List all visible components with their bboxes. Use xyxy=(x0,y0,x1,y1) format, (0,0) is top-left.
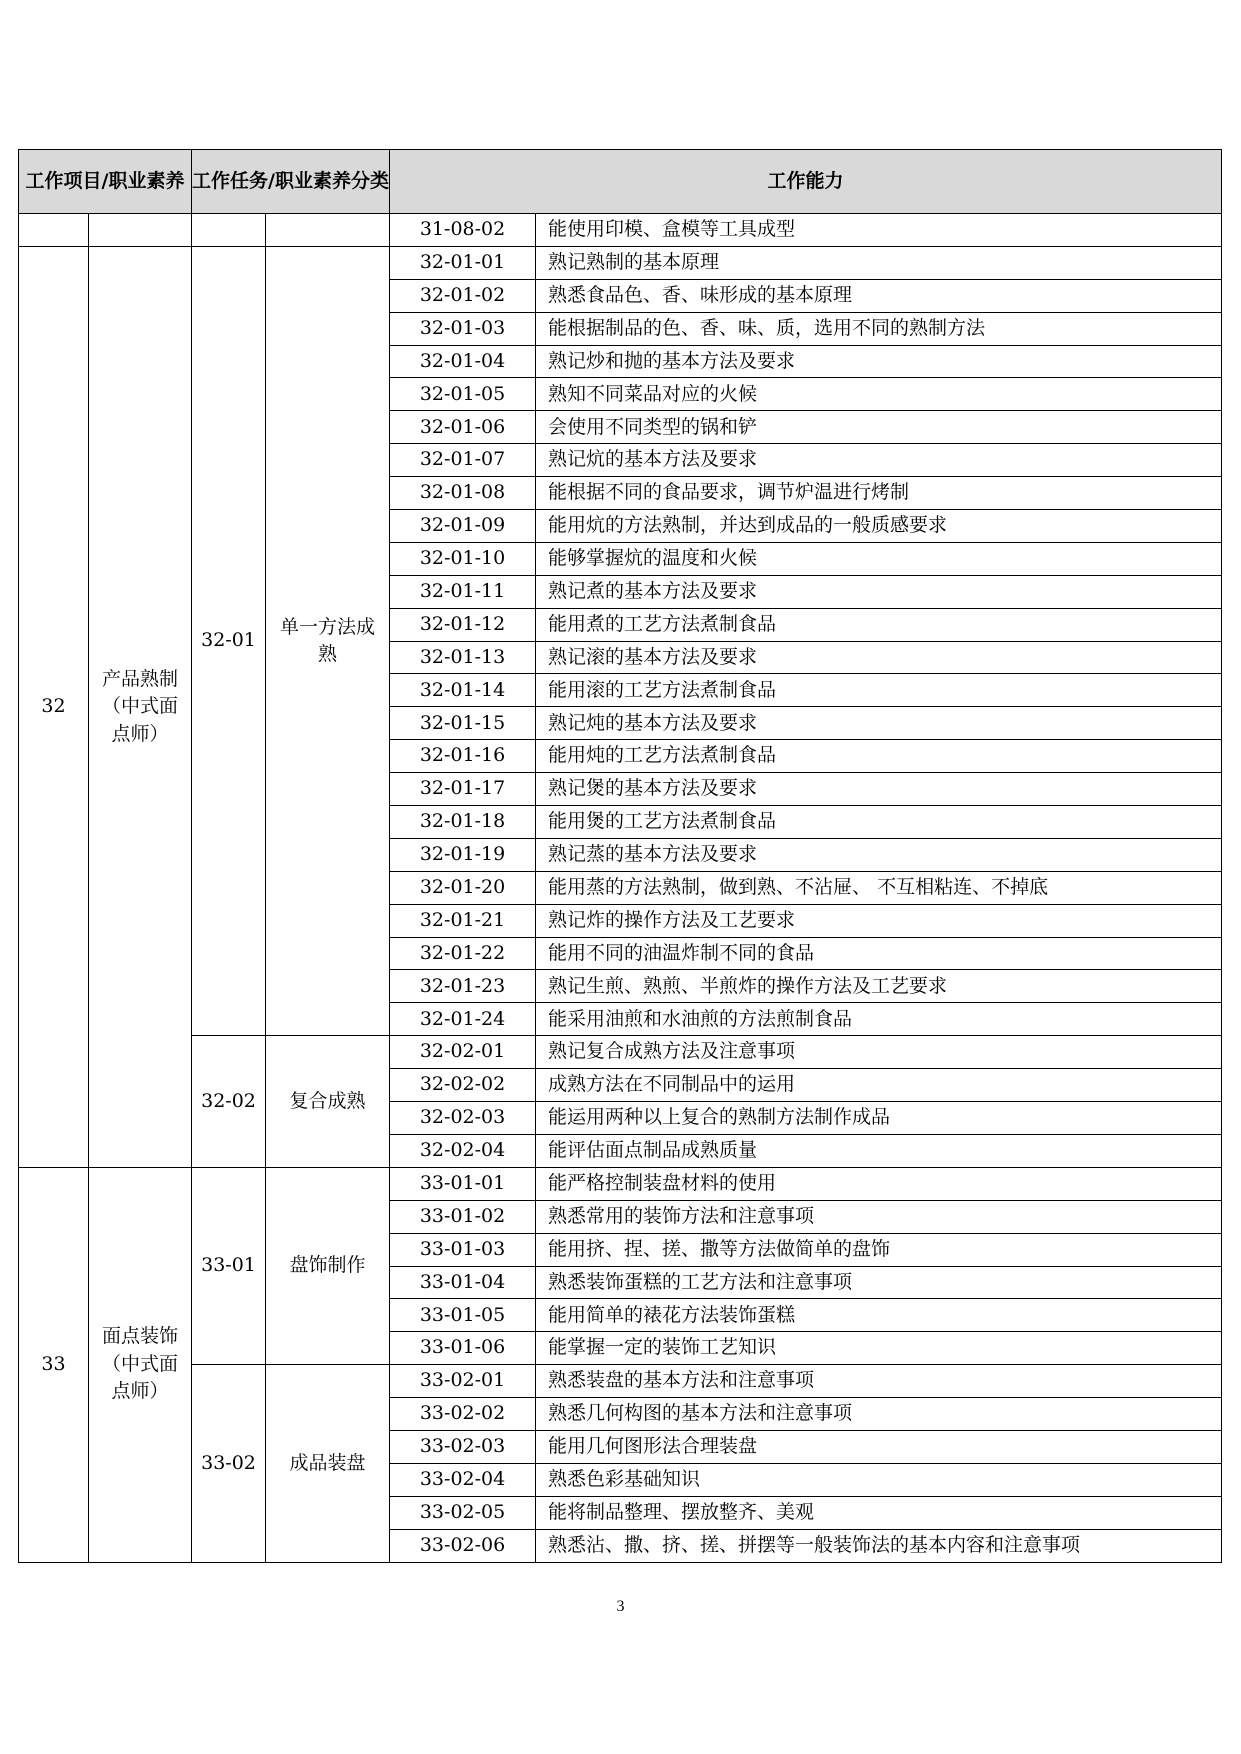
ability-code: 32-01-21 xyxy=(390,904,536,937)
ability-desc: 熟记蒸的基本方法及要求 xyxy=(536,838,1222,871)
ability-code: 33-01-03 xyxy=(390,1233,536,1266)
header-project: 工作项目/职业素养 xyxy=(19,150,192,214)
task-id: 33-02 xyxy=(192,1365,266,1562)
table-row xyxy=(19,214,1222,247)
ability-code: 33-02-02 xyxy=(390,1398,536,1431)
ability-desc: 能用炖的工艺方法煮制食品 xyxy=(536,740,1222,773)
task-name: 成品装盘 xyxy=(266,1365,390,1562)
ability-code: 32-01-08 xyxy=(390,477,536,510)
ability-desc: 熟悉装饰蛋糕的工艺方法和注意事项 xyxy=(536,1266,1222,1299)
ability-desc: 能用炕的方法熟制，并达到成品的一般质感要求 xyxy=(536,510,1222,543)
ability-code: 32-01-03 xyxy=(390,312,536,345)
ability-code: 32-01-22 xyxy=(390,937,536,970)
ability-code: 32-01-15 xyxy=(390,707,536,740)
table-row xyxy=(19,246,1222,279)
ability-code: 32-02-04 xyxy=(390,1134,536,1167)
carry-project-id xyxy=(19,214,89,247)
ability-desc: 能用煮的工艺方法煮制食品 xyxy=(536,608,1222,641)
ability-code: 33-01-02 xyxy=(390,1200,536,1233)
ability-desc: 能用煲的工艺方法煮制食品 xyxy=(536,806,1222,839)
task-id: 32-01 xyxy=(192,246,266,1035)
table-body xyxy=(19,214,1222,1563)
ability-code: 32-02-02 xyxy=(390,1069,536,1102)
ability-code: 32-01-04 xyxy=(390,345,536,378)
ability-code: 32-01-11 xyxy=(390,575,536,608)
header-task: 工作任务/职业素养分类 xyxy=(192,150,390,214)
header-ability: 工作能力 xyxy=(390,150,1222,214)
ability-code: 33-02-05 xyxy=(390,1496,536,1529)
task-id: 33-01 xyxy=(192,1167,266,1364)
ability-code: 32-01-07 xyxy=(390,444,536,477)
ability-desc: 熟记炖的基本方法及要求 xyxy=(536,707,1222,740)
ability-desc: 能根据制品的色、香、味、质，选用不同的熟制方法 xyxy=(536,312,1222,345)
ability-desc: 会使用不同类型的锅和铲 xyxy=(536,411,1222,444)
ability-code: 33-02-03 xyxy=(390,1430,536,1463)
carry-task-name xyxy=(266,214,390,247)
header-row xyxy=(19,150,1222,214)
ability-code: 32-02-01 xyxy=(390,1036,536,1069)
ability-desc: 熟悉常用的装饰方法和注意事项 xyxy=(536,1200,1222,1233)
carry-task-id xyxy=(192,214,266,247)
ability-desc: 熟知不同菜品对应的火候 xyxy=(536,378,1222,411)
ability-desc: 熟记煲的基本方法及要求 xyxy=(536,773,1222,806)
ability-desc: 能用挤、捏、搓、撒等方法做简单的盘饰 xyxy=(536,1233,1222,1266)
ability-desc: 熟悉色彩基础知识 xyxy=(536,1463,1222,1496)
task-id: 32-02 xyxy=(192,1036,266,1168)
ability-code: 32-01-02 xyxy=(390,279,536,312)
ability-desc: 熟记滚的基本方法及要求 xyxy=(536,641,1222,674)
ability-desc: 熟记生煎、熟煎、半煎炸的操作方法及工艺要求 xyxy=(536,970,1222,1003)
project-id: 32 xyxy=(19,246,89,1167)
ability-desc: 能评估面点制品成熟质量 xyxy=(536,1134,1222,1167)
ability-desc: 能掌握一定的装饰工艺知识 xyxy=(536,1332,1222,1365)
project-name: 面点装饰（中式面点师） xyxy=(89,1167,192,1562)
ability-table xyxy=(18,149,1222,1563)
ability-code: 32-01-10 xyxy=(390,542,536,575)
ability-desc: 能用几何图形法合理装盘 xyxy=(536,1430,1222,1463)
ability-code: 32-01-14 xyxy=(390,674,536,707)
ability-code: 33-02-06 xyxy=(390,1529,536,1562)
ability-code: 32-02-03 xyxy=(390,1102,536,1135)
ability-desc: 熟悉食品色、香、味形成的基本原理 xyxy=(536,279,1222,312)
ability-desc: 熟记熟制的基本原理 xyxy=(536,246,1222,279)
ability-code: 33-01-06 xyxy=(390,1332,536,1365)
ability-desc: 成熟方法在不同制品中的运用 xyxy=(536,1069,1222,1102)
page-number: 3 xyxy=(616,1598,625,1615)
ability-desc: 能使用印模、盒模等工具成型 xyxy=(536,214,1222,247)
ability-code: 31-08-02 xyxy=(390,214,536,247)
ability-desc: 熟记煮的基本方法及要求 xyxy=(536,575,1222,608)
table-row xyxy=(19,1036,1222,1069)
ability-code: 32-01-18 xyxy=(390,806,536,839)
table-row xyxy=(19,1167,1222,1200)
task-name: 单一方法成熟 xyxy=(266,246,390,1035)
ability-code: 32-01-05 xyxy=(390,378,536,411)
project-id: 33 xyxy=(19,1167,89,1562)
ability-desc: 熟记复合成熟方法及注意事项 xyxy=(536,1036,1222,1069)
ability-code: 33-01-01 xyxy=(390,1167,536,1200)
ability-code: 33-01-04 xyxy=(390,1266,536,1299)
ability-desc: 能用简单的裱花方法装饰蛋糕 xyxy=(536,1299,1222,1332)
task-name: 复合成熟 xyxy=(266,1036,390,1168)
ability-desc: 能用蒸的方法熟制，做到熟、不沾屉、 不互相粘连、不掉底 xyxy=(536,871,1222,904)
ability-code: 32-01-23 xyxy=(390,970,536,1003)
table-row xyxy=(19,1365,1222,1398)
ability-code: 32-01-09 xyxy=(390,510,536,543)
ability-desc: 熟悉沾、撒、挤、搓、拼摆等一般装饰法的基本内容和注意事项 xyxy=(536,1529,1222,1562)
task-name: 盘饰制作 xyxy=(266,1167,390,1364)
carry-project-name xyxy=(89,214,192,247)
ability-desc: 能采用油煎和水油煎的方法煎制食品 xyxy=(536,1003,1222,1036)
ability-desc: 能运用两种以上复合的熟制方法制作成品 xyxy=(536,1102,1222,1135)
ability-desc: 能严格控制装盘材料的使用 xyxy=(536,1167,1222,1200)
ability-code: 33-02-04 xyxy=(390,1463,536,1496)
ability-code: 32-01-19 xyxy=(390,838,536,871)
ability-code: 32-01-24 xyxy=(390,1003,536,1036)
ability-code: 32-01-12 xyxy=(390,608,536,641)
ability-desc: 熟记炒和抛的基本方法及要求 xyxy=(536,345,1222,378)
ability-code: 32-01-16 xyxy=(390,740,536,773)
ability-code: 32-01-17 xyxy=(390,773,536,806)
ability-desc: 能将制品整理、摆放整齐、美观 xyxy=(536,1496,1222,1529)
ability-code: 32-01-13 xyxy=(390,641,536,674)
ability-desc: 能够掌握炕的温度和火候 xyxy=(536,542,1222,575)
project-name: 产品熟制（中式面点师） xyxy=(89,246,192,1167)
ability-desc: 熟悉装盘的基本方法和注意事项 xyxy=(536,1365,1222,1398)
ability-desc: 熟记炸的操作方法及工艺要求 xyxy=(536,904,1222,937)
ability-desc: 能根据不同的食品要求，调节炉温进行烤制 xyxy=(536,477,1222,510)
ability-desc: 能用滚的工艺方法煮制食品 xyxy=(536,674,1222,707)
ability-desc: 能用不同的油温炸制不同的食品 xyxy=(536,937,1222,970)
ability-code: 32-01-20 xyxy=(390,871,536,904)
ability-desc: 熟记炕的基本方法及要求 xyxy=(536,444,1222,477)
ability-code: 32-01-06 xyxy=(390,411,536,444)
ability-desc: 熟悉几何构图的基本方法和注意事项 xyxy=(536,1398,1222,1431)
ability-code: 33-01-05 xyxy=(390,1299,536,1332)
ability-code: 33-02-01 xyxy=(390,1365,536,1398)
ability-code: 32-01-01 xyxy=(390,246,536,279)
